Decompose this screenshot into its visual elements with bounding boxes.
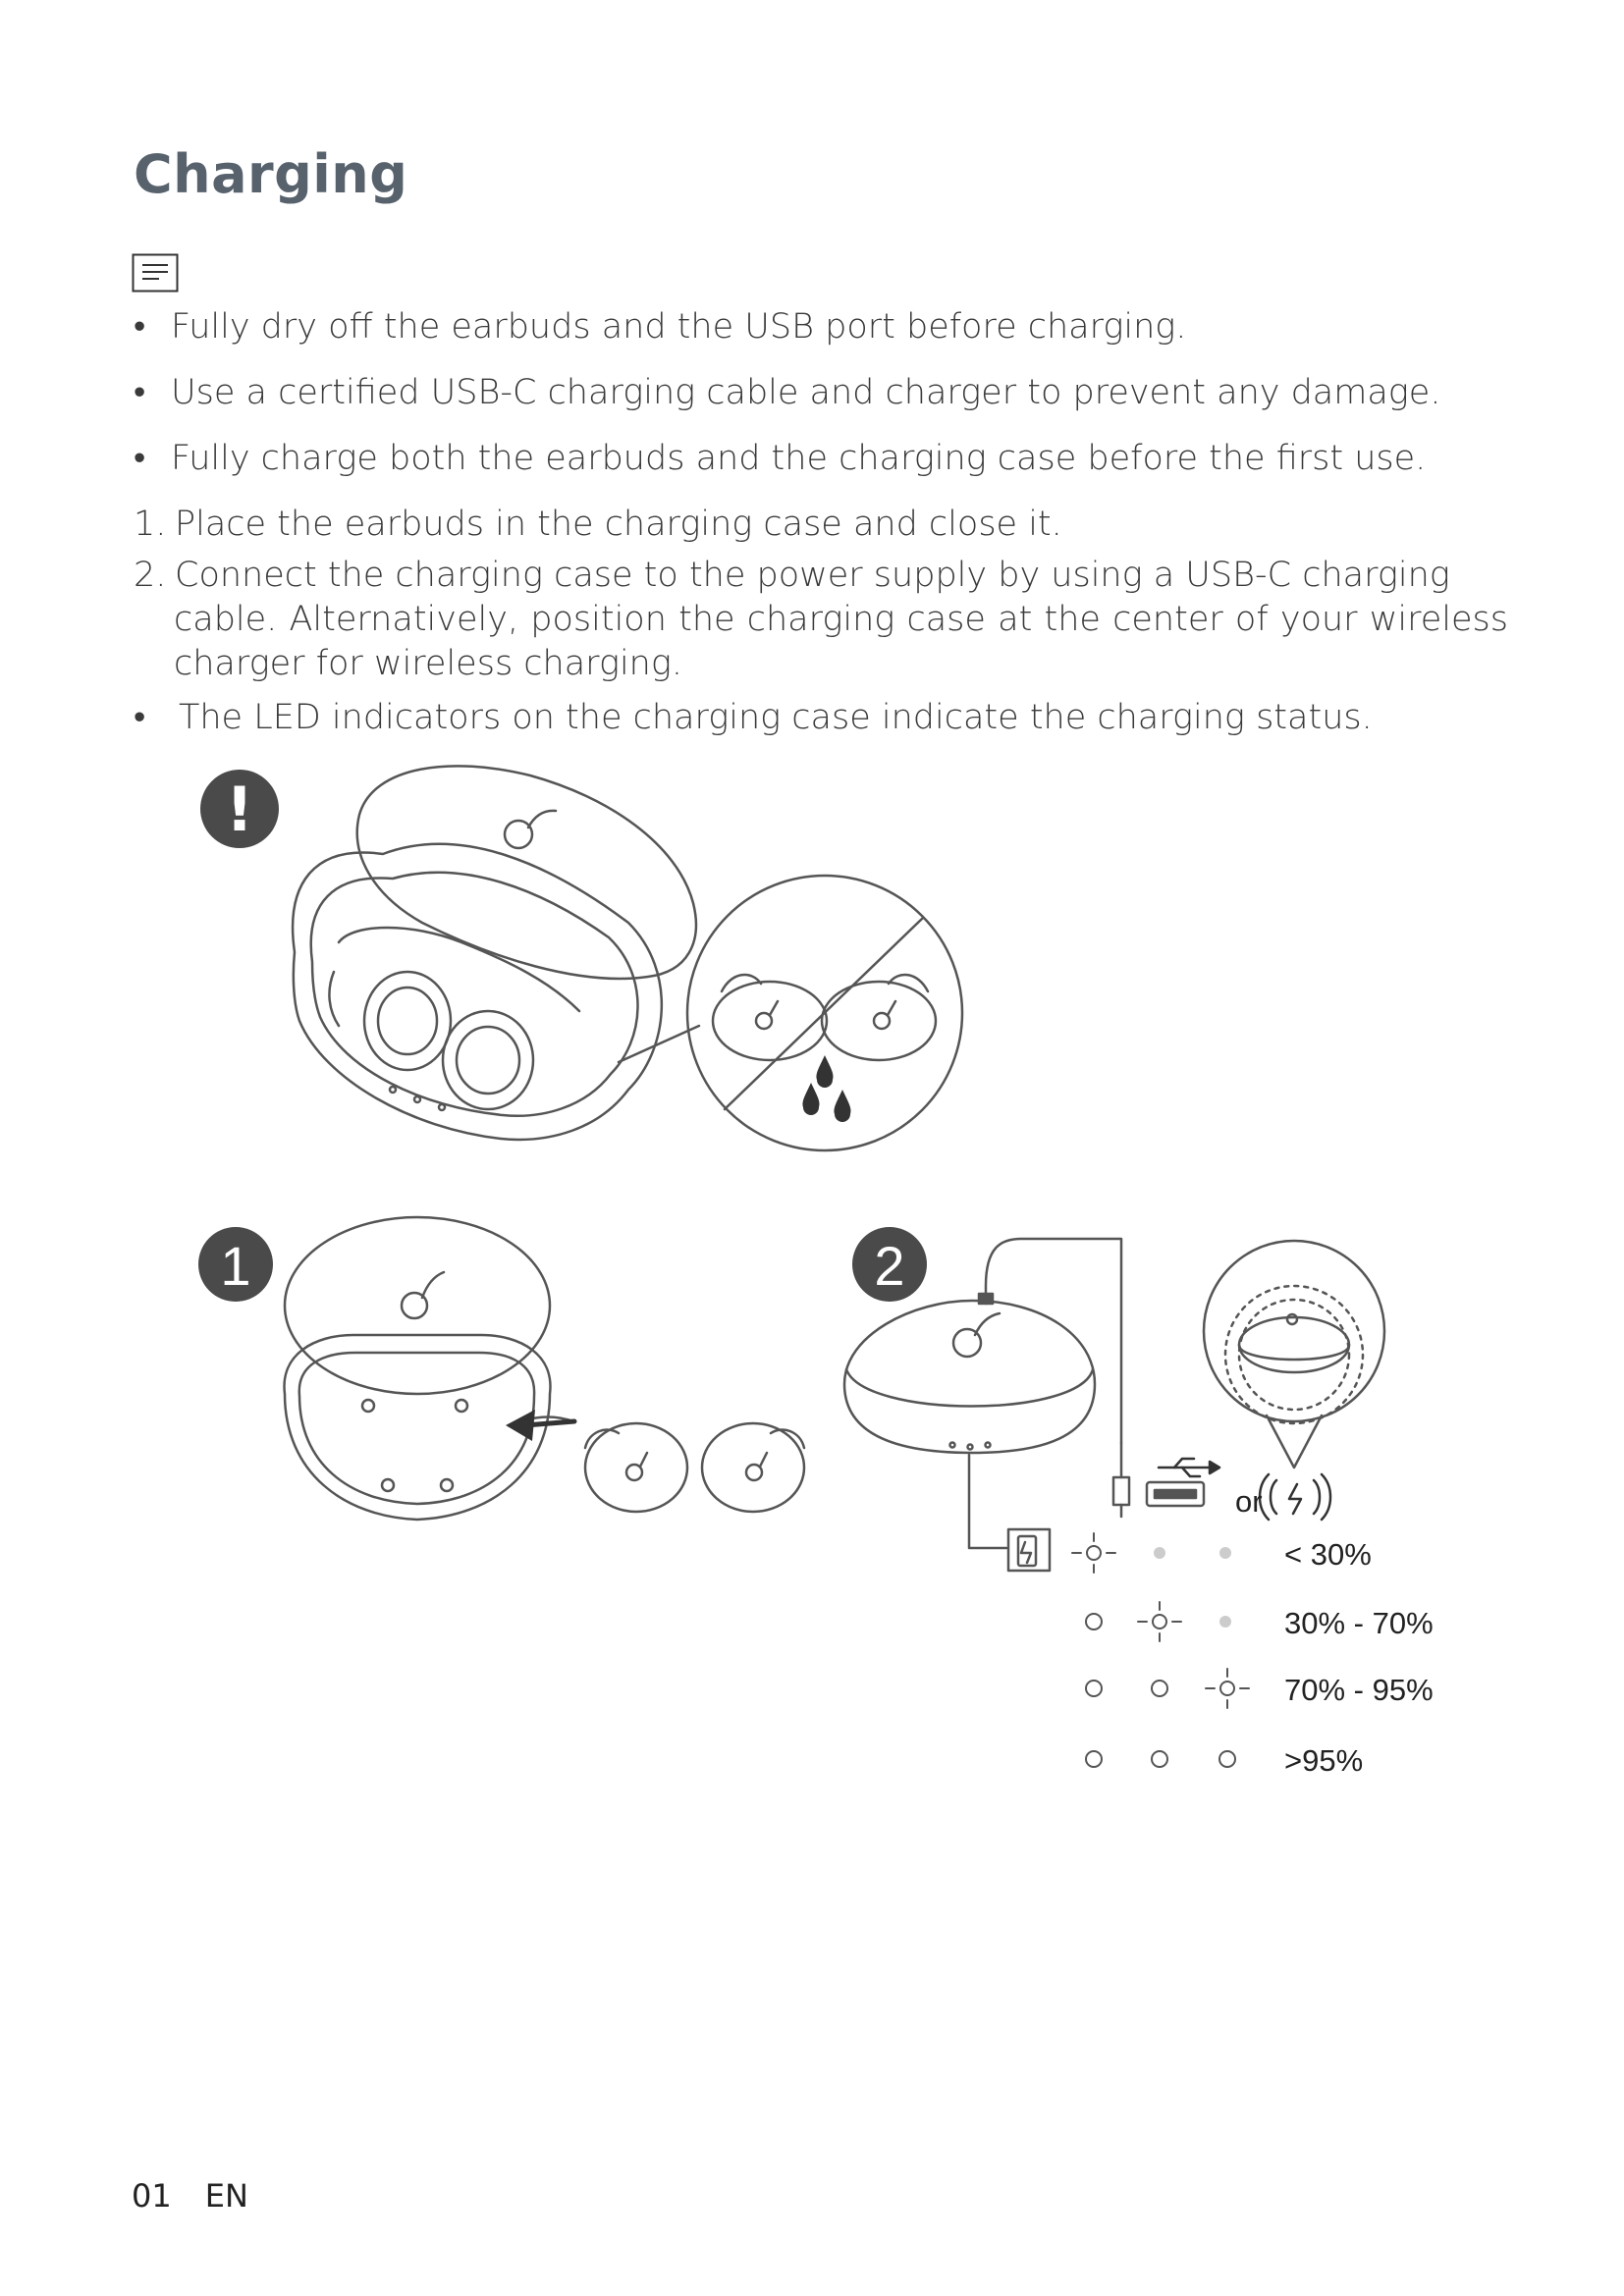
open-case-figure [293, 766, 962, 1150]
step2-badge [852, 1227, 927, 1302]
led-on-icon [1086, 1614, 1102, 1629]
led-indicators [1072, 1533, 1249, 1767]
led-on-icon [1086, 1751, 1102, 1767]
step2-figure [844, 1239, 1384, 1571]
battery-level-label: < 30% [1284, 1537, 1372, 1572]
led-blinking-icon [1138, 1602, 1181, 1641]
battery-level-label: 70% - 95% [1284, 1673, 1434, 1707]
battery-level-label: >95% [1284, 1743, 1364, 1778]
or-label: or [1235, 1484, 1263, 1519]
led-off-icon [1219, 1616, 1231, 1628]
step1-figure [285, 1217, 804, 1520]
water-drops-icon [802, 1055, 850, 1122]
language-label: EN [204, 2177, 248, 2215]
warning-badge-text: ! [225, 774, 254, 845]
led-note: The LED indicators on the charging case indicate the charging status. [179, 698, 1373, 737]
led-on-icon [1152, 1681, 1167, 1696]
step-number: 2. [134, 556, 167, 595]
step-text: Place the earbuds in the charging case and close it. [175, 505, 1062, 544]
arrow-head-icon [506, 1410, 535, 1441]
usb-icon [1159, 1459, 1219, 1476]
led-off-icon [1154, 1547, 1165, 1559]
step-number: 1. [134, 505, 167, 544]
led-off-icon [1219, 1547, 1231, 1559]
note-item: • Fully dry off the earbuds and the USB port before charging. [134, 307, 1187, 347]
page-title: Charging [134, 143, 408, 205]
step-text-continued: cable. Alternatively, position the charging case at the center of your wireless charger for wireless charging. [174, 600, 1508, 683]
warning-badge-icon [200, 770, 279, 848]
wireless-charging-icon [1260, 1474, 1330, 1520]
step-text: Connect the charging case to the power supply by using a USB-C charging [175, 556, 1450, 595]
led-blinking-icon [1072, 1533, 1115, 1573]
note-item: • Fully charge both the earbuds and the charging case before the first use. [134, 439, 1427, 478]
note-text: Use a certified USB-C charging cable and charger to prevent any damage. [171, 373, 1441, 412]
battery-level-label: 30% - 70% [1284, 1606, 1434, 1640]
note-item: • Use a certified USB-C charging cable and charger to prevent any damage. [134, 373, 1441, 412]
page-number: 01 [132, 2177, 172, 2215]
led-on-icon [1152, 1751, 1167, 1767]
note-text: Fully charge both the earbuds and the charging case before the first use. [171, 439, 1427, 478]
step1-badge-text: 1 [220, 1235, 251, 1297]
led-blinking-icon [1206, 1669, 1249, 1708]
step2-badge-text: 2 [874, 1235, 905, 1297]
page-footer [132, 2177, 282, 2215]
led-on-icon [1086, 1681, 1102, 1696]
step1-badge [198, 1227, 273, 1302]
note-item: • The LED indicators on the charging case indicate the charging status. [134, 698, 1373, 737]
note-text: Fully dry off the earbuds and the USB port before charging. [171, 307, 1187, 347]
led-on-icon [1219, 1751, 1235, 1767]
